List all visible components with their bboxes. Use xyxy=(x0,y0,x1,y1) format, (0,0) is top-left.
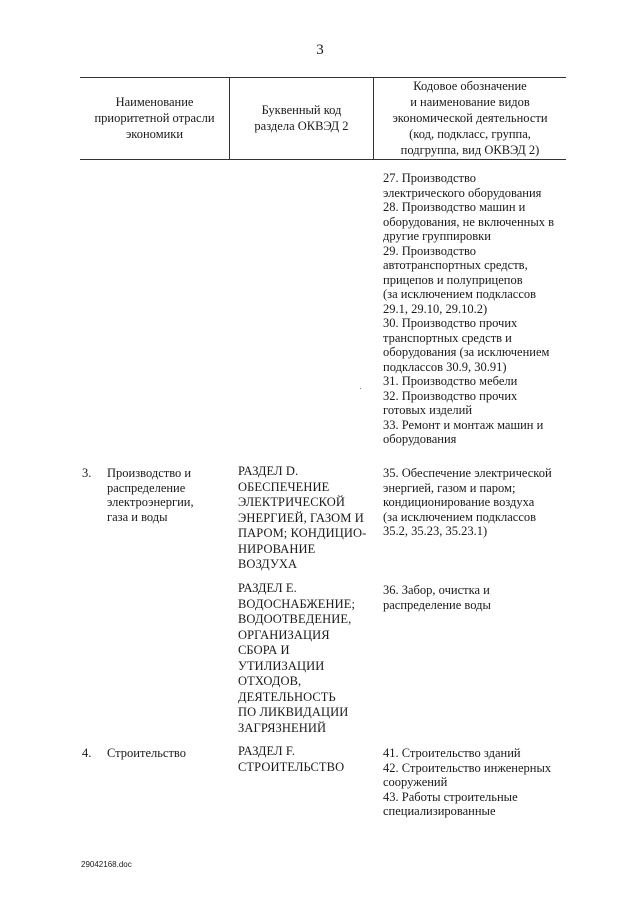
row-3-section-d-code: РАЗДЕЛ D. ОБЕСПЕЧЕНИЕ ЭЛЕКТРИЧЕСКОЙ ЭНЕРГИЕЙ, ГАЗОМ И ПАРОМ; КОНДИЦИО- НИРОВАНИЕ ВОЗДУХА xyxy=(238,464,367,571)
header-activities: Кодовое обозначение и наименование видов экономической деятельности (код, подкласс, группа, подгруппа, вид ОКВЭД 2) xyxy=(392,79,548,157)
row-3-section-e-activities: 36. Забор, очистка и распределение воды xyxy=(383,583,491,612)
header-sector: Наименование приоритетной отрасли экономики xyxy=(94,95,215,141)
row-3-section-e-code: РАЗДЕЛ Е. ВОДОСНАБЖЕНИЕ; ВОДООТВЕДЕНИЕ, ОРГАНИЗАЦИЯ СБОРА И УТИЛИЗАЦИИ ОТХОДОВ, ДЕЯТЕЛЬНОСТЬ ПО ЛИКВИДАЦИИ ЗАГРЯЗНЕНИЙ xyxy=(238,581,356,735)
footer-filename: 29042168.doc xyxy=(81,860,132,869)
row-3-sector: Производство и распределение электроэнергии, газа и воды xyxy=(107,466,194,524)
row-4-section-f-code: РАЗДЕЛ F. СТРОИТЕЛЬСТВО xyxy=(238,744,345,774)
page-number: 3 xyxy=(316,42,324,58)
table-header-rule xyxy=(80,159,566,160)
row-3-section-d-activities: 35. Обеспечение электрической энергией, газом и паром; кондиционирование воздуха (за исключением подклассов 35.2, 35.23, 35.23.1) xyxy=(383,466,552,538)
row-4-section-f-activities: 41. Строительство зданий 42. Строительство инженерных сооружений 43. Работы строительные специализированные xyxy=(383,746,552,818)
row-3-number: 3. xyxy=(82,466,92,480)
row-4-number: 4. xyxy=(82,746,92,760)
header-section-code: Буквенный код раздела ОКВЭД 2 xyxy=(254,103,349,133)
row-4-sector: Строительство xyxy=(107,746,187,760)
activities-continuation: 27. Производство электрического оборудования 28. Производство машин и оборудования, не включенных в другие группировки 29. Производство автотранспортных средств, прицепов и полуприцепов (за исключением подклассов 29.1, 29.10, 29.10.2) 30. Производство прочих транспортных средств и оборудования (за исключением подклассов 30.9, 30.91) 31. Производство мебели 32. Производство прочих готовых изделий 33. Ремонт и монтаж машин и оборудования xyxy=(383,171,555,446)
scan-speck xyxy=(360,388,361,389)
